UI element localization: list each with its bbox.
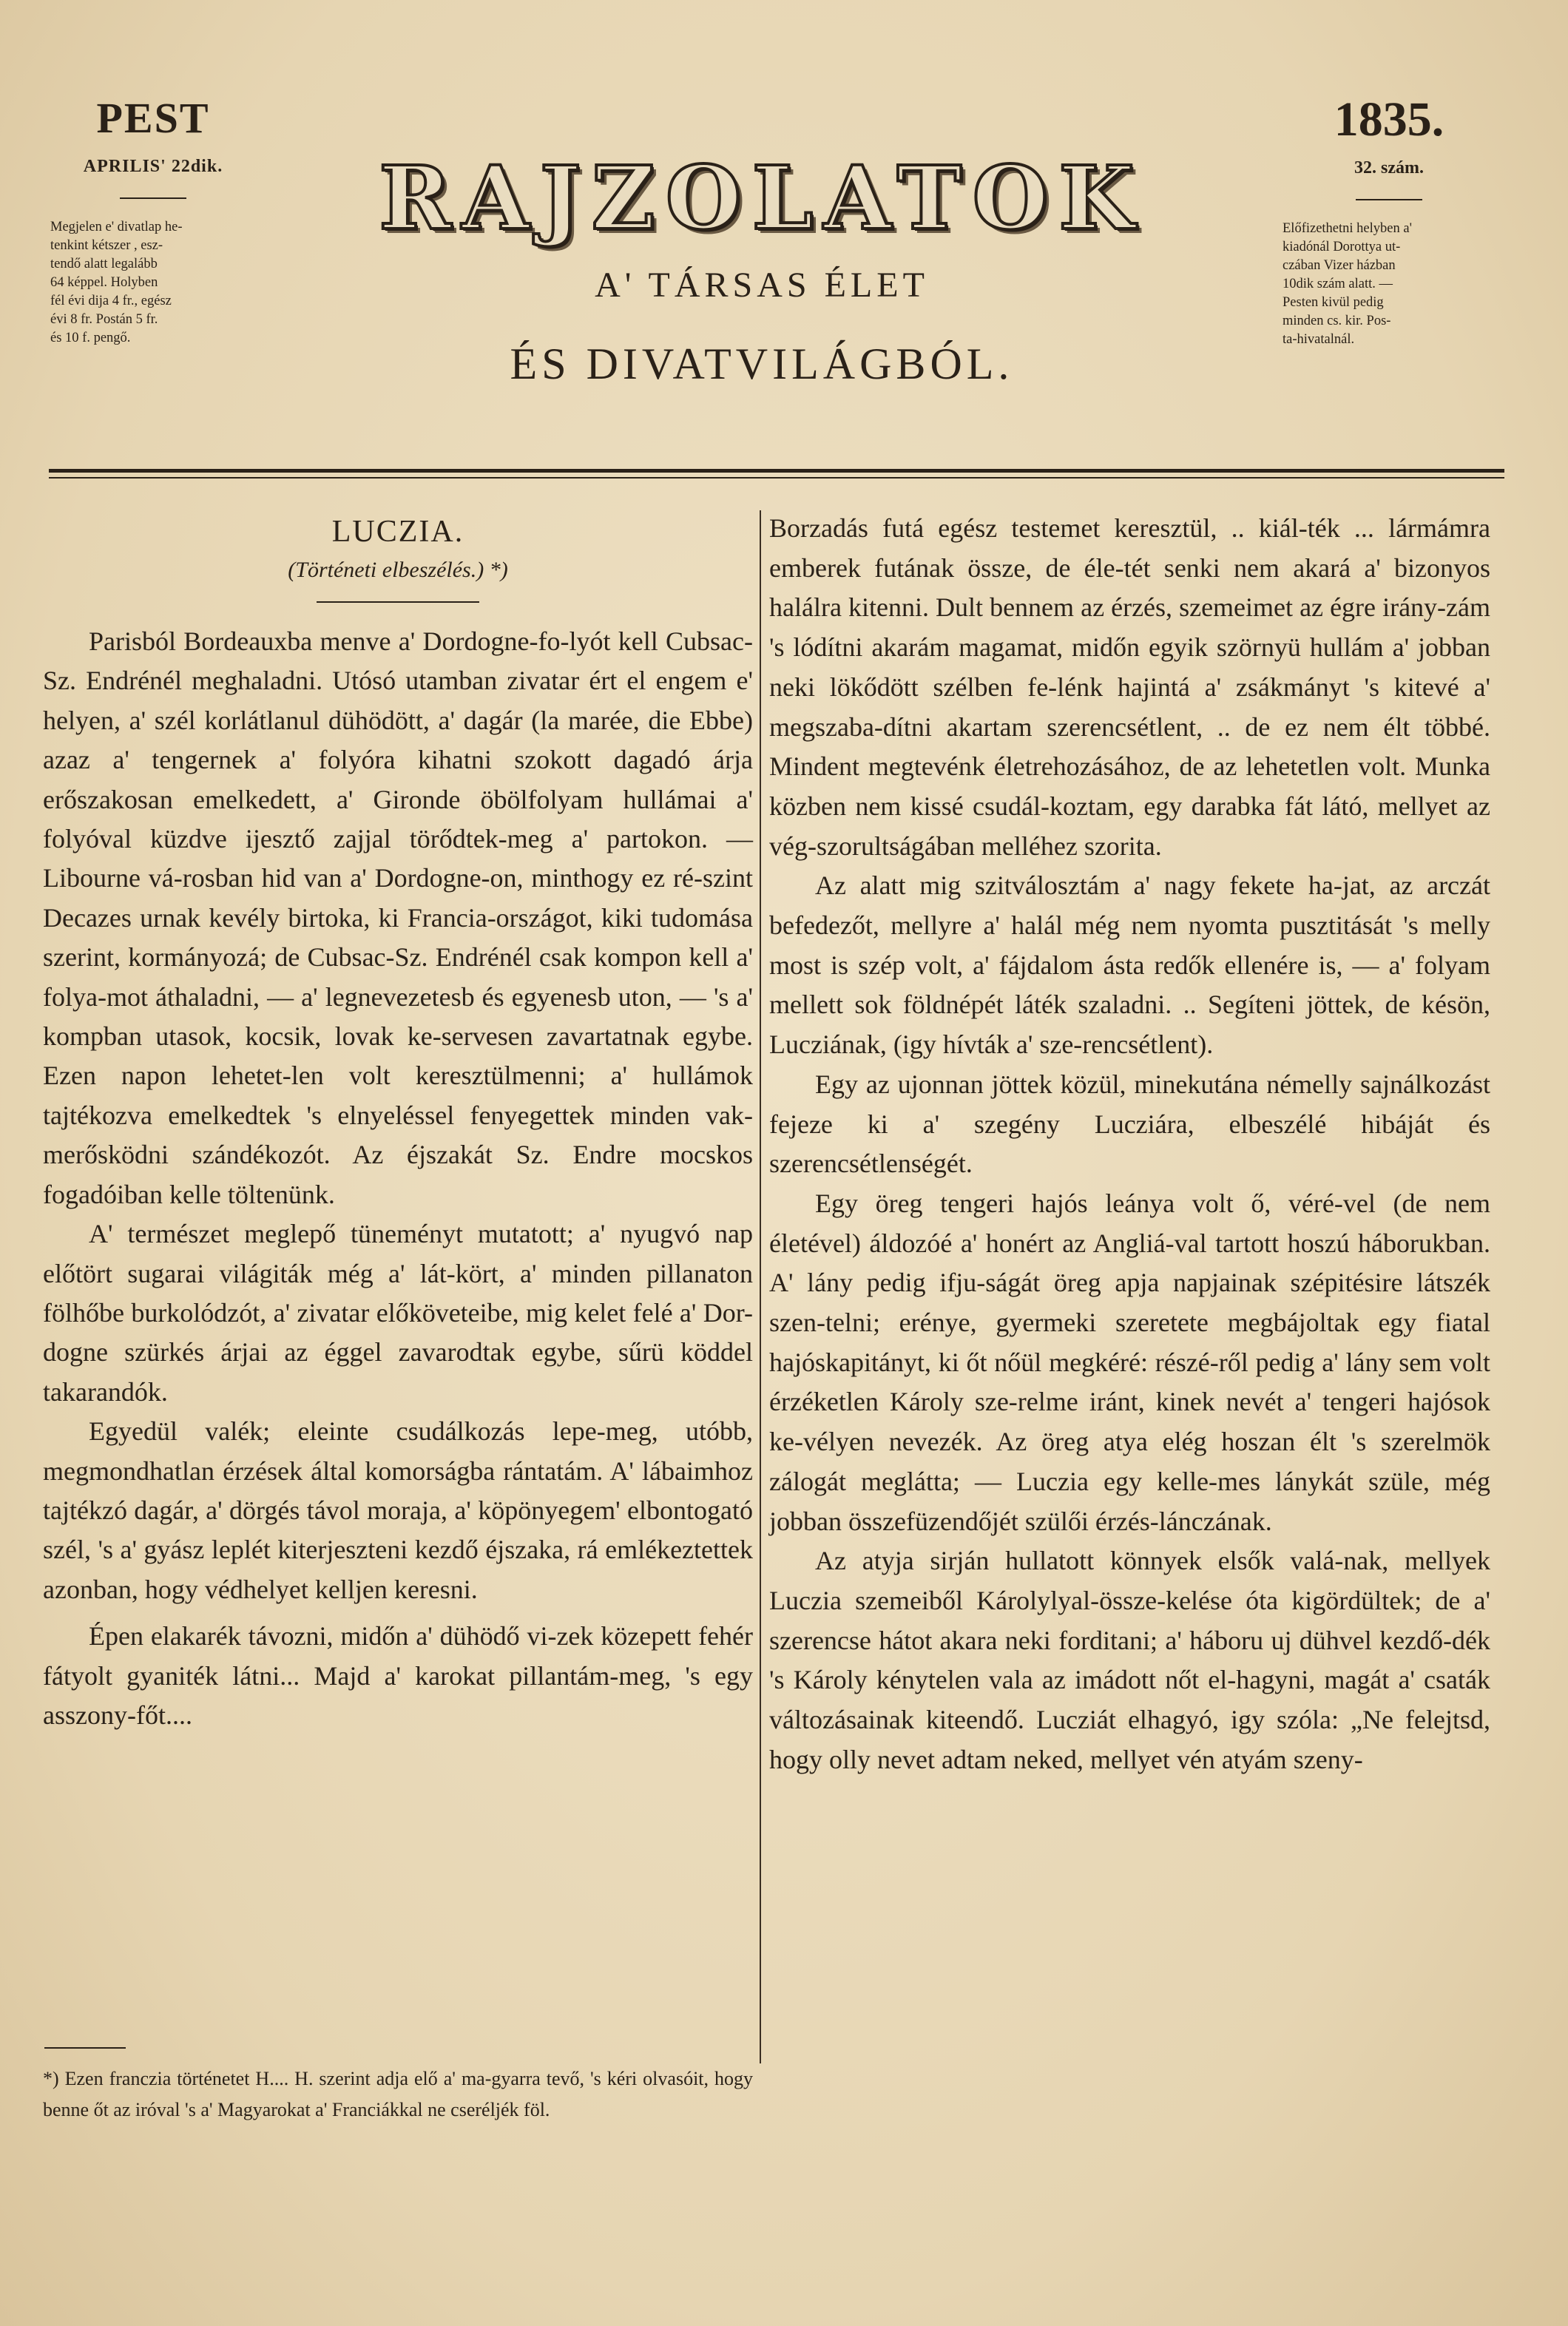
paragraph: A' természet meglepő tüneményt mutatott; a' nyugvó nap előtört sugarai világiták még a' lát-kört, a' minden pillanaton fölhőbe burkolódzót, a' zivatar előköveteibe, mig kelet felé a' Dor-dogne szürkés árjai az éggel zavarodtak egybe, sűrü köddel takarandók. (43, 1219, 753, 1407)
paragraph: Egy öreg tengeri hajós leánya volt ő, véré-vel (de nem életével) áldozóé a' honért az Angliá-val tartott hoszú háborukban. A' lány pedig ifju-ságát öreg apja napjainak szépitésire látszék szen-telni; erénye, gyermeki szeretete megbájoltak egy fiatal hajóskapitányt, ki őt nőül megkéré: részé-ről pedig a' lány sem volt érzéketlen Károly sze-relme iránt, kinek nevét a' tengeri hajósok ke-vélyen nevezék. Az öreg atya elég hoszan élt 's szerelmök zálogát meglátta; — Luczia egy kelle-mes lánykát szüle, még jobban összefüzendőjét szülői érzés-lánczának. (769, 1188, 1490, 1536)
issue-date: APRILIS' 22dik. (83, 157, 223, 176)
header-right (1278, 92, 1500, 349)
column-divider (760, 510, 761, 2063)
masthead-subtitle-1: A' TÁRSAS ÉLET (595, 266, 929, 305)
paragraph: Épen elakarék távozni, midőn a' dühödő vi-zek közepett fehér fátyolt gyaniték látni... Majd a' karokat pillantám-meg, 's egy asszony-főt.... (43, 1621, 753, 1730)
article-subtitle: (Történeti elbeszélés.) *) (288, 558, 508, 582)
right-paragraphs (769, 509, 1490, 1780)
paragraph: Egyedül valék; eleinte csudálkozás lepe-meg, utóbb, megmondhatlan érzések által komorságba rántatám. A' lábaimhoz tajtékzó dagár, a' dörgés távol moraja, a' köpönyegem' elbontogató szél, 's a' gyász leplét kiterjeszteni kezdő éjszaka, rá emlékeztettek azonban, hogy védhelyet kelljen keresni. (43, 1416, 753, 1604)
subscription-notice-left: Megjelen e' divatlap he- tenkint kétszer , esz- tendő alatt legalább 64 képpel. Holyben fél évi dija 4 fr., egész évi 8 fr. Postán 5 fr. és 10 f. pengő. (50, 220, 183, 345)
issue-year: 1835. (1334, 92, 1444, 146)
paragraph: Az alatt mig szitválosztám a' nagy fekete ha-jat, az arczát befedezőt, mellyre a' halál még nem nyomta pusztitását 's melly most is szép volt, a' fájdalom ásta redők ellenére is, — a' folyam mellett sok földnépét láték szaladni. .. Segíteni jöttek, de késön, Lucziának, (igy hívták a' sze-rencsétlent). (769, 870, 1490, 1060)
right-column (769, 509, 1490, 1780)
paragraph: Borzadás futá egész testemet keresztül, .. kiál-ték ... lármámra emberek futának össze, de éle-tét senki nem akará a' bizonyos halálra kitenni. Dult bennem az érzés, szemeimet az égre irány-zám 's lódítni akarám magamat, midőn egyik szörnyü hullám a' jobban neki lökődött szélben fe-lénk hajintá a' zsákmányt 's kitevé a' megszaba-dítni akartam szerencsétlent, .. de ez nem élt többé. Mindent megtevénk életrehozásához, de az lehetetlen volt. Munka közben nem kissé csudál-koztam, egy darabka fát látó, mellyet az vég-szorultságában melléhez szorita. (769, 513, 1490, 861)
paragraph: Egy az ujonnan jöttek közül, minekutána némelly sajnálkozást fejeze ki a' szegény Lucziára, elbeszélé hibáját és szerencsétlenségét. (769, 1069, 1490, 1179)
header-left (46, 96, 260, 348)
article-title: LUCZIA. (331, 515, 464, 549)
place-name: PEST (96, 94, 210, 142)
issue-number: 32. szám. (1354, 158, 1424, 178)
header-rule-thin (49, 477, 1504, 479)
subscription-notice-right: Előfizethetni helyben a' kiadónál Dorottya ut- czában Vizer házban 10dik szám alatt. — Pesten kivül pedig minden cs. kir. Pos- ta-hivatalnál. (1283, 221, 1412, 347)
header-rule-thick (49, 469, 1504, 473)
header-divider (120, 197, 186, 199)
left-column (43, 507, 753, 1735)
left-paragraphs (43, 622, 753, 1735)
footnote-text: *) Ezen franczia történetet H.... H. szerint adja elő a' ma-gyarra tevő, 's kéri olvasóit, hogy benne őt az iróval 's a' Magyarokat a' Franciákkal ne cseréljék föl. (43, 2068, 753, 2120)
masthead-title: RAJZOLATOK (379, 146, 1145, 249)
title-divider (317, 601, 479, 603)
footnote-divider (44, 2047, 126, 2049)
paragraph: Az atyja sirján hullatott könnyek elsők valá-nak, mellyek Luczia szemeiből Károlylyal-össze-kelése óta kigördültek; de a' szerencse hátot akara neki forditani; a' háboru uj dühvel kezdő-dék 's Károly kénytelen vala az imádott nőt el-hagyni, magát a' csaták változásainak kiteendő. Lucziát elhagyó, igy szóla: „Ne felejtsd, hogy olly nevet adtam neked, mellyet vén atyám szeny- (769, 1546, 1490, 1774)
masthead-subtitle-2: ÉS DIVATVILÁGBÓL. (510, 339, 1014, 388)
header-divider (1356, 199, 1422, 200)
paragraph: Parisból Bordeauxba menve a' Dordogne-fo-lyót kell Cubsac-Sz. Endrénél meghaladni. Utósó utamban zivatar ért el engem e' helyen, a' szél korlátlanul dühödött, a' dagár (la marée, die Ebbe) azaz a' tengernek a' folyóra kihatni szokott dagadó árja erőszakosan emelkedett, a' Gironde öbölfolyam hullámai a' folyóval küzdve ijesztő zajjal törődtek-meg a' partokon. — Libourne vá-rosban hid van a' Dordogne-on, minthogy ez ré-szint Decazes urnak kevély birtoka, ki Francia-országot, kiki tudomása szerint, kormányozá; de Cubsac-Sz. Endrénél csak kompon kell a' folya-mot áthaladni, — a' legnevezetesb és egyenesb uton, — 's a' kompban utasok, kocsik, lovak ke-servesen zavartatnak egybe. Ezen napon lehetet-len volt keresztülmenni; a' hullámok tajtékozva emelkedtek 's elnyeléssel fenyegettek minden vak-merősködni szándékozót. Az éjszakát Sz. Endre mocskos fogadóiban kelle töltenünk. (43, 626, 753, 1209)
footnote (43, 2063, 753, 2126)
